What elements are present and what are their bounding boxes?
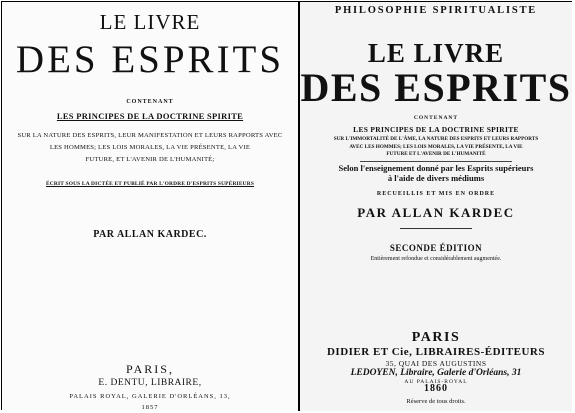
principes-heading: LES PRINCIPES DE LA DOCTRINE SPIRITE — [353, 125, 519, 134]
edition: SECONDE ÉDITION — [389, 243, 483, 253]
subtitle-line-1: SUR LA NATURE DES ESPRITS, LEUR MANIFESTATION ET LEURS RAPPORTS AVEC — [17, 132, 283, 139]
title-page-1860 — [300, 2, 572, 411]
title-page-1857 — [2, 2, 298, 411]
rights-notice: Réserve de tous droits. — [406, 398, 466, 405]
series-heading: PHILOSOPHIE SPIRITUALISTE — [334, 5, 538, 16]
recueil-line: RECUEILLIS ET MIS EN ORDRE — [376, 191, 496, 197]
author: PAR ALLAN KARDEC. — [93, 229, 207, 240]
subtitle-line-2: AVEC LES HOMMES; LES LOIS MORALES, LA VIE PRÉSENTE, LA VIE — [349, 143, 523, 150]
ecrit-line: ÉCRIT SOUS LA DICTÉE ET PUBLIÉ PAR L'ORDRE D'ESPRITS SUPÉRIEURS — [45, 181, 255, 187]
author: PAR ALLAN KARDEC — [357, 205, 515, 220]
selon-text — [300, 163, 572, 183]
subtitle — [306, 136, 566, 159]
rule — [400, 228, 472, 229]
rule — [360, 161, 512, 162]
bookseller-address: LEDOYEN, Libraire, Galerie d'Orléans, 31 — [350, 368, 522, 378]
publisher: E. DENTU, LIBRAIRE, — [98, 378, 202, 388]
publisher-address: PALAIS ROYAL, GALERIE D'ORLÉANS, 13, — [69, 393, 231, 400]
title-line-1: LE LIVRE — [367, 38, 505, 68]
city: PARIS — [411, 330, 461, 345]
subtitle-line-2: LES HOMMES; LES LOIS MORALES, LA VIE PRÉSENTE, LA VIE — [49, 144, 251, 151]
principes-heading: LES PRINCIPES DE LA DOCTRINE SPIRITE — [56, 111, 244, 121]
contenant-label: CONTENANT — [413, 115, 459, 121]
selon-line-1: Selon l'enseignement donné par les Esprits supérieurs — [338, 163, 534, 173]
year: 1857 — [141, 404, 159, 411]
year: 1860 — [424, 383, 448, 394]
title-line-1: LE LIVRE — [99, 10, 201, 34]
subtitle-line-3: FUTURE ET L'AVENIR DE L'HUMANITÉ — [386, 151, 486, 157]
subtitle — [12, 130, 288, 166]
subtitle-line-1: SUR L'IMMORTALITÉ DE L'ÂME, LA NATURE DES ESPRITS ET LEURS RAPPORTS — [333, 136, 539, 142]
selon-line-2: à l'aide de divers médiums — [387, 173, 485, 183]
title-line-2: DES ESPRITS — [300, 65, 572, 110]
contenant-label: CONTENANT — [126, 99, 174, 105]
palais-royal-line: AU PALAIS-ROYAL — [404, 379, 468, 385]
title-line-2: DES ESPRITS — [15, 38, 285, 81]
subtitle-line-3: FUTURE, ET L'AVENIR DE L'HUMANITÉ; — [85, 156, 215, 163]
publisher: DIDIER ET Cie, LIBRAIRES-ÉDITEURS — [326, 346, 545, 358]
city: PARIS, — [126, 362, 174, 376]
edition-note: Entièrement refondue et considérablement augmentée. — [370, 256, 502, 262]
publisher-address: 35, QUAI DES AUGUSTINS — [385, 359, 487, 368]
